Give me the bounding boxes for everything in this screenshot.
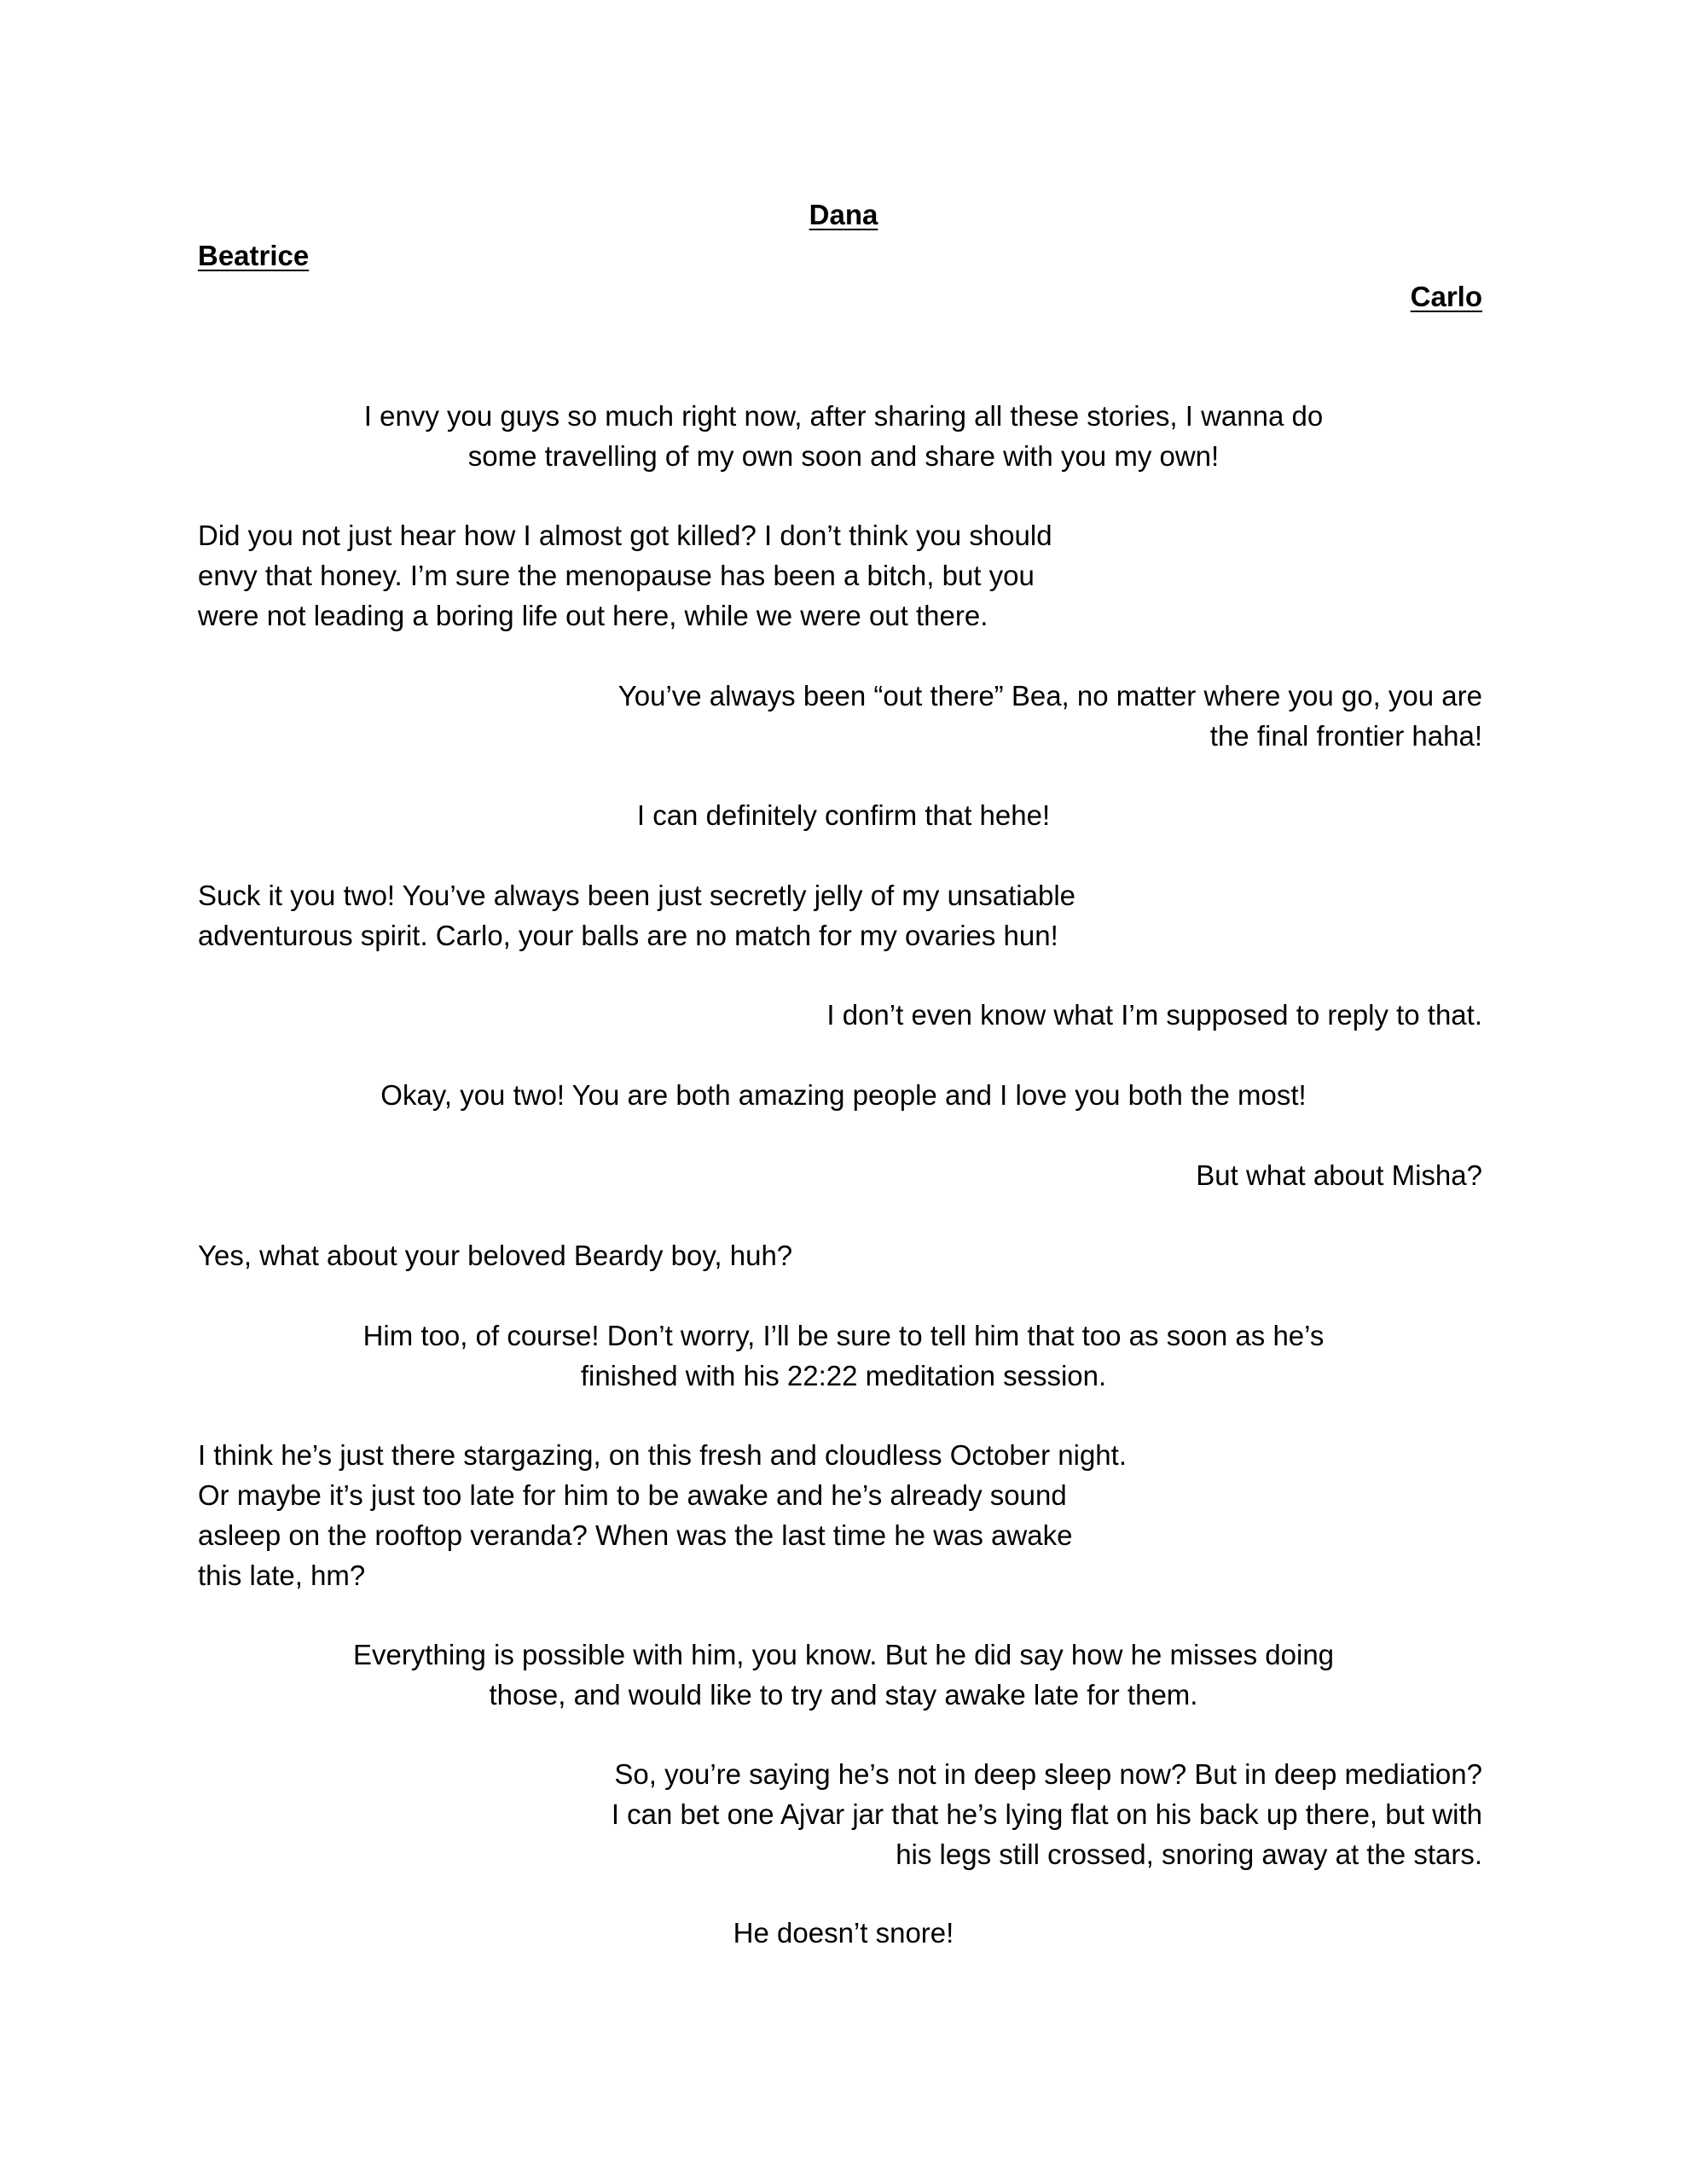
dialogue-text: Or maybe it’s just too late for him to be awake and he’s already sound <box>198 1479 1067 1511</box>
dialogue-line-5-beatrice <box>198 875 1075 956</box>
dialogue-text: But what about Misha? <box>1196 1159 1482 1191</box>
dialogue-text: the final frontier haha! <box>1209 720 1482 752</box>
dialogue-text: adventurous spirit. Carlo, your balls are no match for my ovaries hun! <box>198 920 1058 951</box>
dialogue-text: were not leading a boring life out here, while we were out there. <box>198 600 988 631</box>
dialogue-line-10-dana <box>0 1316 1687 1396</box>
dialogue-text: I can bet one Ajvar jar that he’s lying flat on his back up there, but with <box>611 1798 1482 1830</box>
dialogue-line-7-dana <box>0 1075 1687 1115</box>
speaker-heading-carlo: Carlo <box>1410 281 1482 312</box>
dialogue-text: asleep on the rooftop veranda? When was the last time he was awake <box>198 1519 1073 1551</box>
dialogue-line-11-beatrice <box>198 1435 1127 1595</box>
dialogue-text: I can definitely confirm that hehe! <box>636 799 1051 831</box>
dialogue-text: Him too, of course! Don’t worry, I’ll be sure to tell him that too as soon as he’s <box>362 1320 1325 1351</box>
dialogue-line-14-dana <box>0 1913 1687 1953</box>
dialogue-text: Everything is possible with him, you know. But he did say how he misses doing <box>352 1639 1335 1670</box>
dialogue-line-12-dana <box>0 1635 1687 1715</box>
dialogue-text: those, and would like to try and stay awake late for them. <box>489 1679 1198 1711</box>
speaker-heading-beatrice: Beatrice <box>198 240 310 271</box>
dialogue-line-4-dana <box>0 795 1687 835</box>
dialogue-text: some travelling of my own soon and share with you my own! <box>467 440 1220 472</box>
dialogue-line-13-carlo <box>612 1754 1482 1874</box>
speaker-heading-dana: Dana <box>809 199 878 230</box>
dialogue-text: finished with his 22:22 meditation session. <box>580 1360 1107 1391</box>
dialogue-text: this late, hm? <box>198 1560 366 1591</box>
dialogue-line-9-beatrice <box>198 1235 792 1275</box>
dialogue-text: Okay, you two! You are both amazing people and I love you both the most! <box>380 1079 1307 1111</box>
dialogue-line-6-carlo <box>826 995 1482 1035</box>
dialogue-text: I don’t even know what I’m supposed to reply to that. <box>826 999 1482 1031</box>
dialogue-text: his legs still crossed, snoring away at the stars. <box>896 1838 1482 1870</box>
dialogue-text: You’ve always been “out there” Bea, no matter where you go, you are <box>617 680 1482 712</box>
dialogue-text: envy that honey. I’m sure the menopause has been a bitch, but you <box>198 560 1035 591</box>
dialogue-text: I think he’s just there stargazing, on this fresh and cloudless October night. <box>198 1439 1127 1471</box>
dialogue-text: So, you’re saying he’s not in deep sleep now? But in deep mediation? <box>614 1758 1482 1790</box>
dialogue-text: Yes, what about your beloved Beardy boy, huh? <box>198 1240 793 1271</box>
dialogue-line-2-beatrice <box>198 515 1052 636</box>
dialogue-line-8-carlo <box>1196 1155 1482 1195</box>
dialogue-text: Suck it you two! You’ve always been just secretly jelly of my unsatiable <box>198 880 1076 911</box>
dialogue-line-1-dana <box>0 396 1687 476</box>
dialogue-text: Did you not just hear how I almost got killed? I don’t think you should <box>198 520 1052 551</box>
dialogue-text: I envy you guys so much right now, after sharing all these stories, I wanna do <box>363 400 1324 432</box>
dialogue-line-3-carlo <box>618 676 1482 756</box>
dialogue-text: He doesn’t snore! <box>733 1917 954 1949</box>
